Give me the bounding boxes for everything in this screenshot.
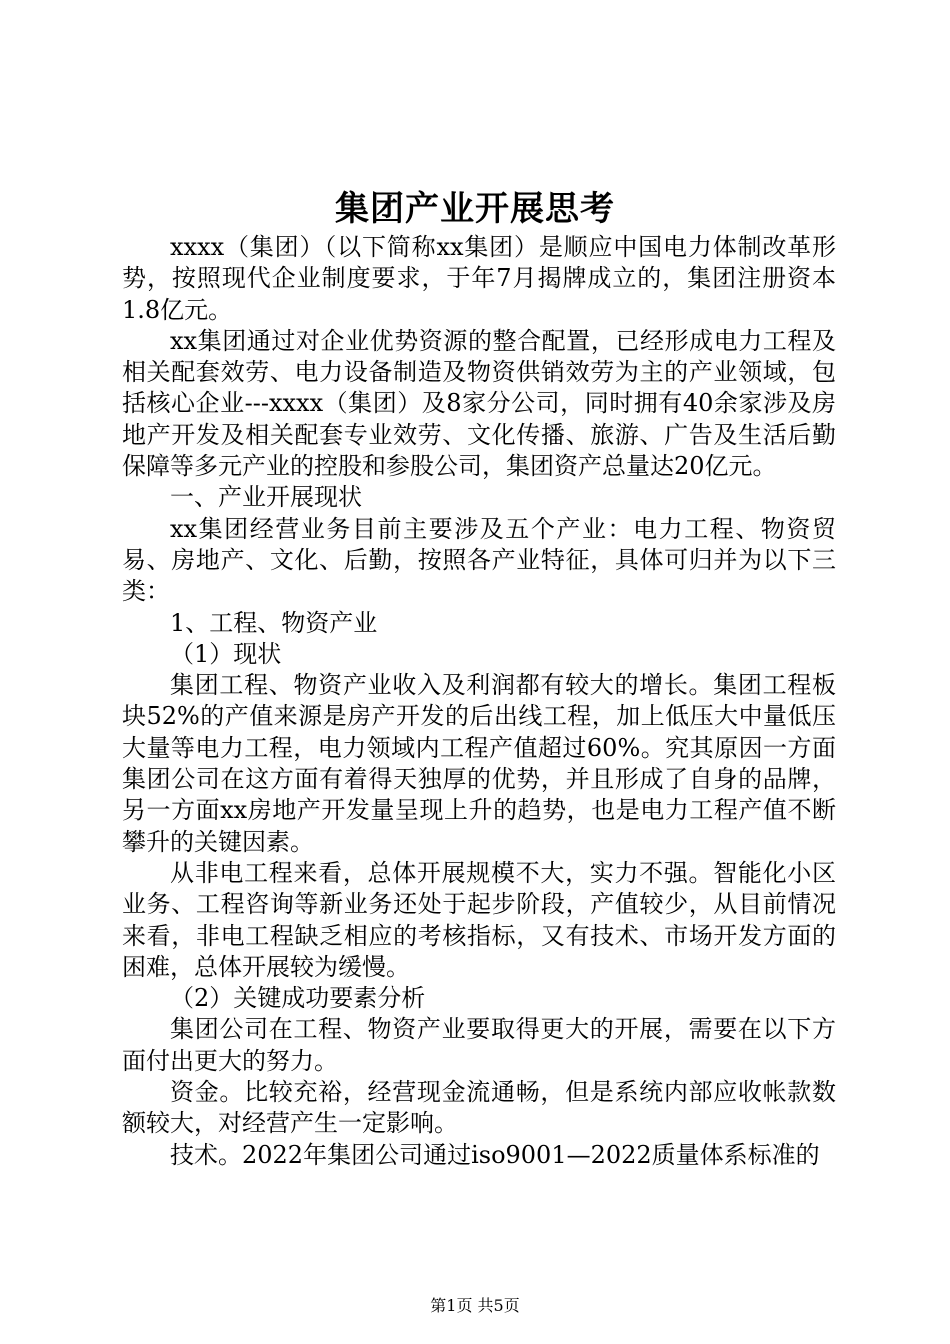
paragraph-intro: xxxx（集团）（以下简称xx集团）是顺应中国电力体制改革形势，按照现代企业制度要求，于年7月揭牌成立的，集团注册资本1.8亿元。 [122,233,836,324]
paragraph-technology: 技术。2022年集团公司通过iso9001—2022质量体系标准的 [170,1140,820,1169]
sub-subsection-heading-1: （1）现状 [170,639,282,668]
paragraph-effort: 集团公司在工程、物资产业要取得更大的开展，需要在以下方面付出更大的努力。 [122,1015,836,1075]
paragraph-industries: xx集团经营业务目前主要涉及五个产业：电力工程、物资贸易、房地产、文化、后勤，按照各产业特征，具体可归并为以下三类： [122,514,836,606]
section-heading-1: 一、产业开展现状 [170,483,362,512]
subsection-heading-1: 1、工程、物资产业 [170,608,378,637]
sub-subsection-heading-2: （2）关键成功要素分析 [170,984,426,1013]
paragraph-funds: 资金。比较充裕，经营现金流通畅，但是系统内部应收帐款数额较大，对经营产生一定影响。 [122,1078,836,1138]
paragraph-overview: xx集团通过对企业优势资源的整合配置，已经形成电力工程及相关配套效劳、电力设备制造及物资供销效劳为主的产业领域，包括核心企业---xxxx（集团）及8家分公司，同时拥有40余家涉及房地产开发及相关配套专业效劳、文化传播、旅游、广告及生活后勤保障等多元产业的控股和参股公司，集团资产总量达20亿元。 [122,326,836,481]
page-footer: 第1页 共5页 [430,1296,520,1315]
document-title: 集团产业开展思考 [335,189,615,229]
paragraph-non-electric: 从非电工程来看，总体开展规模不大，实力不强。智能化小区业务、工程咨询等新业务还处于起步阶段，产值较少，从目前情况来看，非电工程缺乏相应的考核指标，又有技术、市场开发方面的困难，总体开展较为缓慢。 [122,858,836,981]
document-body [122,232,836,1171]
paragraph-status: 集团工程、物资产业收入及利润都有较大的增长。集团工程板块52%的产值来源是房产开发的后出线工程，加上低压大中量低压大量等电力工程，电力领域内工程产值超过60%。究其原因一方面集团公司在这方面有着得天独厚的优势，并且形成了自身的品牌，另一方面xx房地产开发量呈现上升的趋势，也是电力工程产值不断攀升的关键因素。 [122,671,836,856]
